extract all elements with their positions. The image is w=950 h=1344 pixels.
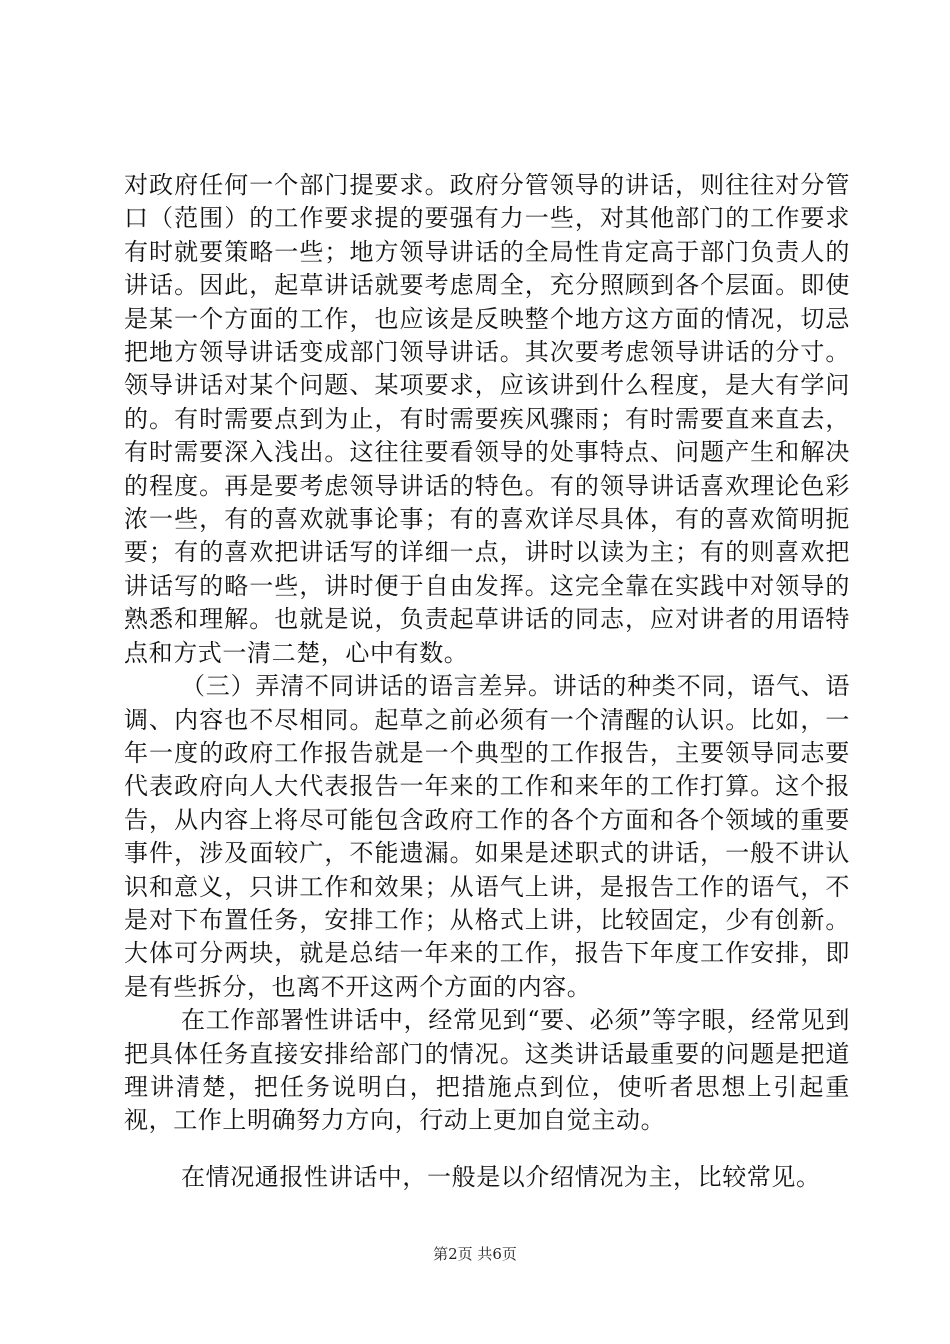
paragraph-work-deployment: 在工作部署性讲话中，经常见到“要、必须”等字眼，经常见到把具体任务直接安排给部门的情况。这类讲话最重要的问题是把道理讲清楚，把任务说明白，把措施点到位，使听者思想上引起重视，工作上明确努力方向，行动上更加自觉主动。	[124, 1006, 850, 1135]
document-body	[124, 169, 850, 1194]
paragraph-language-differences: （三）弄清不同讲话的语言差异。讲话的种类不同，语气、语调、内容也不尽相同。起草之前必须有一个清醒的认识。比如，一年一度的政府工作报告就是一个典型的工作报告，主要领导同志要代表政府向人大代表报告一年来的工作和来年的工作打算。这个报告，从内容上将尽可能包含政府工作的各个方面和各个领域的重要事件，涉及面较广，不能遗漏。如果是述职式的讲话，一般不讲认识和意义，只讲工作和效果；从语气上讲，是报告工作的语气，不是对下布置任务，安排工作；从格式上讲，比较固定，少有创新。大体可分两块，就是总结一年来的工作，报告下年度工作安排，即是有些拆分，也离不开这两个方面的内容。	[124, 672, 850, 1001]
paragraph-situation-report: 在情况通报性讲话中，一般是以介绍情况为主，比较常见。	[181, 1162, 821, 1191]
paragraph-continued: 对政府任何一个部门提要求。政府分管领导的讲话，则往往对分管口（范围）的工作要求提的要强有力一些，对其他部门的工作要求有时就要策略一些；地方领导讲话的全局性肯定高于部门负责人的讲话。因此，起草讲话就要考虑周全，充分照顾到各个层面。即使是某一个方面的工作，也应该是反映整个地方这方面的情况，切忌把地方领导讲话变成部门领导讲话。其次要考虑领导讲话的分寸。领导讲话对某个问题、某项要求，应该讲到什么程度，是大有学问的。有时需要点到为止，有时需要疾风骤雨；有时需要直来直去，有时需要深入浅出。这往往要看领导的处事特点、问题产生和解决的程度。再是要考虑领导讲话的特色。有的领导讲话喜欢理论色彩浓一些，有的喜欢就事论事；有的喜欢详尽具体，有的喜欢简明扼要；有的喜欢把讲话写的详细一点，讲时以读为主；有的则喜欢把讲话写的略一些，讲时便于自由发挥。这完全靠在实践中对领导的熟悉和理解。也就是说，负责起草讲话的同志，应对讲者的用语特点和方式一清二楚，心中有数。	[124, 171, 850, 667]
page-number-footer: 第2页 共6页	[433, 1245, 517, 1263]
